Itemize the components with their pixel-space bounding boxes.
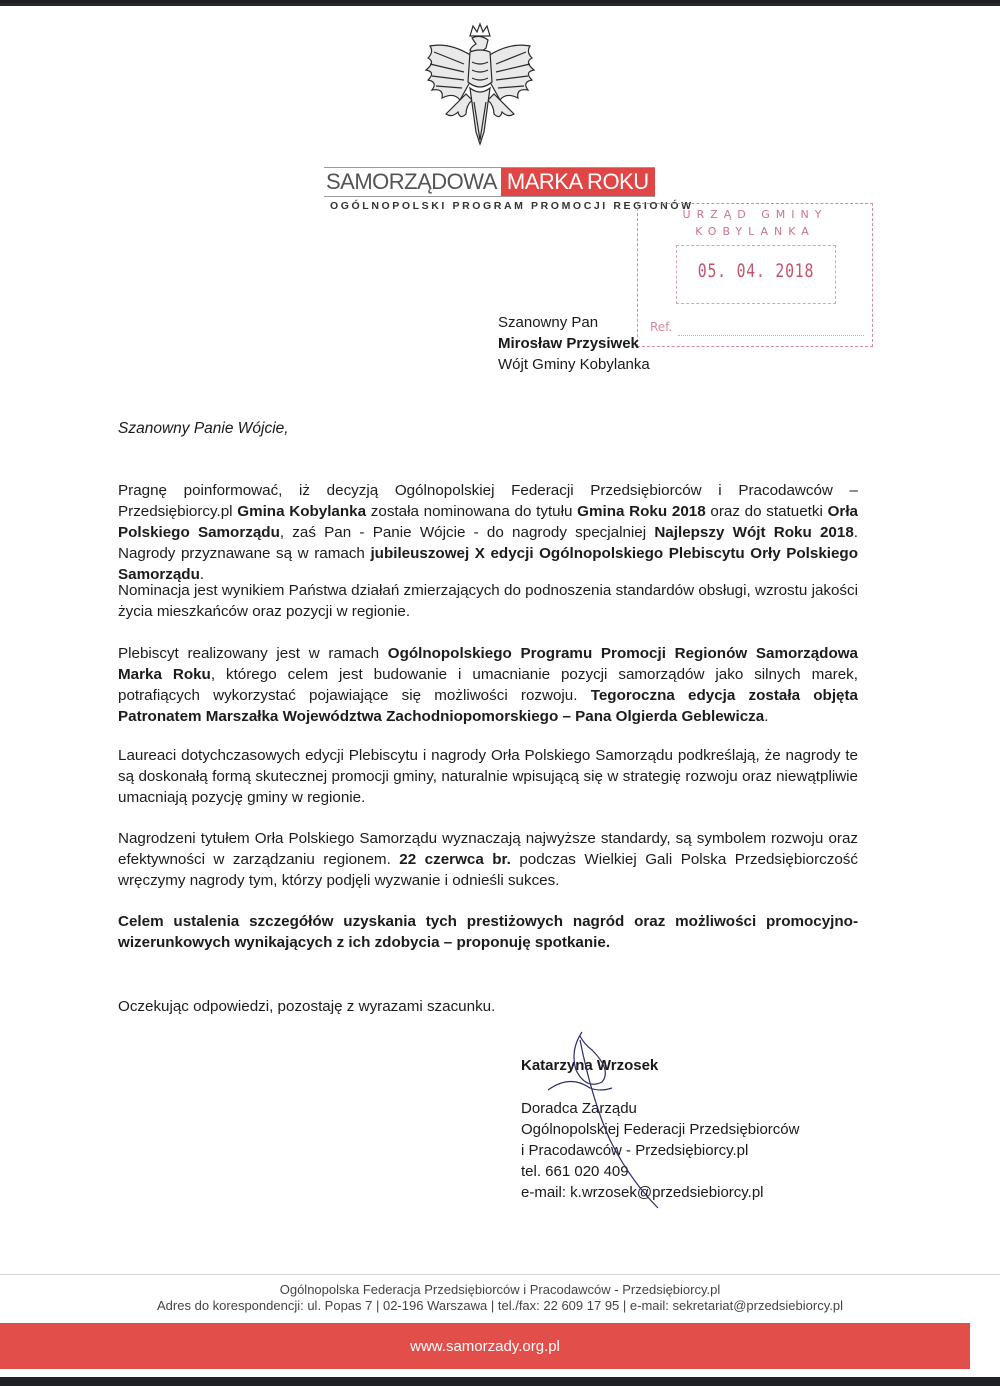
text-run: Plebiscyt realizowany jest w ramach [118,645,388,662]
paragraph-meeting-proposal [118,911,858,953]
paragraph-program [118,643,858,727]
paragraph-reason [118,580,858,622]
brand-text-marka-roku: MARKA ROKU [501,168,655,196]
scan-edge-top [0,0,1000,6]
bold-text-run: jubileuszowej X edycji Ogólnopolskiego Plebiscytu Orły Polskiego Samorządu [118,545,858,583]
paragraph-gala [118,828,858,891]
bold-text-run: Gmina Roku 2018 [577,503,706,520]
bold-text-run: Gmina Kobylanka [237,503,367,520]
stamp-office: URZĄD GMINY [682,208,828,221]
brand-text-samorzadowa: SAMORZĄDOWA [324,168,501,196]
signatory-details [521,1098,799,1203]
footer-website-link[interactable]: www.samorzady.org.pl [410,1337,560,1355]
scan-edge-bottom [0,1377,1000,1386]
brand-subtitle: OGÓLNOPOLSKI PROGRAM PROMOCJI REGIONÓW [330,200,694,212]
signatory-org-line2: i Pracodawców - Przedsiębiorcy.pl [521,1142,749,1159]
recipient-name: Mirosław Przysiwek [498,335,639,352]
signatory-role: Doradca Zarządu [521,1100,637,1117]
text-run: . [764,708,769,725]
bold-text-run: Ogólnopolskiego Programu Promocji Regionów Samorządowa Marka Roku [118,645,858,683]
bold-text-run: Najlepszy Wójt Roku 2018 [654,524,854,541]
received-stamp [637,203,873,347]
text-run: Laureaci dotychczasowych edycji Plebiscytu i nagrody Orła Polskiego Samorządu podkreślają, że nagrody te są doskonałą formą skutecznej promocji gminy, naturalnie wpisującą się w strategię rozwoju oraz niewątpliwie umacniają pozycję gminy w regionie. [118,747,858,806]
signatory-name: Katarzyna Wrzosek [521,1057,659,1074]
text-run: oraz do statuetki [705,503,828,520]
text-run: Oczekując odpowiedzi, pozostaję z wyrazami szacunku. [118,998,496,1015]
scan-edge-bottom-corner [0,1373,30,1377]
paragraph-laureates [118,745,858,808]
bold-text-run: Orła Polskiego Samorządu [118,503,858,541]
paragraph-closing [118,996,858,1017]
bold-text-run: Celem ustalenia szczegółów uzyskania tych prestiżowych nagród oraz możliwości promocyjno-wizerunkowych wynikających z ich zdobycia – proponuję spotkanie. [118,913,858,951]
bold-text-run: Tegoroczna edycja została objęta Patronatem Marszałka Województwa Zachodniopomorskiego – Pana Olgierda Geblewicza [118,687,858,725]
paragraph-nomination [118,480,858,585]
recipient-block [498,312,650,375]
stamp-municipality: KOBYLANKA [695,225,815,238]
footer-band [0,1323,970,1369]
eagle-emblem-icon [420,22,540,157]
stamp-date: 05. 04. 2018 [697,260,815,282]
text-run: , zaś Pan - Panie Wójcie - do nagrody specjalniej [279,524,655,541]
bold-text-run: 22 czerwca br. [399,851,511,868]
footer-divider [0,1274,1000,1275]
recipient-title: Wójt Gminy Kobylanka [498,356,650,373]
recipient-greeting: Szanowny Pan [498,314,599,331]
text-run: podczas Wielkiej Gali Polska Przedsiębiorczość wręczymy nagrody tym, którzy podjęli wyzwanie i odnieśli sukces. [118,851,858,889]
stamp-ref-line [678,335,864,336]
footer-organization: Ogólnopolska Federacja Przedsiębiorców i Pracodawców - Przedsiębiorcy.pl [279,1282,721,1297]
stamp-date-box [676,245,836,304]
text-run: Nominacja jest wynikiem Państwa działań zmierzających do podnoszenia standardów obsługi, wzrostu jakości życia mieszkańców oraz pozycji w regionie. [118,582,858,620]
text-run: Pragnę poinformować, iż decyzją Ogólnopolskiej Federacji Przedsiębiorców i Pracodawców – Przedsiębiorcy.pl [118,482,858,520]
text-run: , którego celem jest budowanie i umacnianie pozycji samorządów jako silnych marek, potrafiących wykorzystać pojawiające się możliwości rozwoju. [118,666,858,704]
signatory-org-line1: Ogólnopolskiej Federacji Przedsiębiorców [521,1121,800,1138]
text-run: została nominowana do tytułu [366,503,578,520]
text-run: Nagrodzeni tytułem Orła Polskiego Samorządu wyznaczają najwyższe standardy, są symbolem rozwoju oraz efektywności w zarządzaniu regionem. [118,830,858,868]
signatory-email[interactable]: e-mail: k.wrzosek@przedsiebiorcy.pl [521,1184,764,1201]
brand-logo [324,167,655,197]
stamp-ref-label: Ref. [650,320,673,334]
footer-contact: Adres do korespondencji: ul. Popas 7 | 02-196 Warszawa | tel./fax: 22 609 17 95 | e-mail: sekretariat@przedsiebiorcy.pl [157,1298,843,1313]
signatory-phone: tel. 661 020 409 [521,1163,629,1180]
salutation: Szanowny Panie Wójcie, [118,420,289,437]
text-run: . [199,566,205,583]
text-run: . Nagrody przyznawane są w ramach [118,524,859,562]
